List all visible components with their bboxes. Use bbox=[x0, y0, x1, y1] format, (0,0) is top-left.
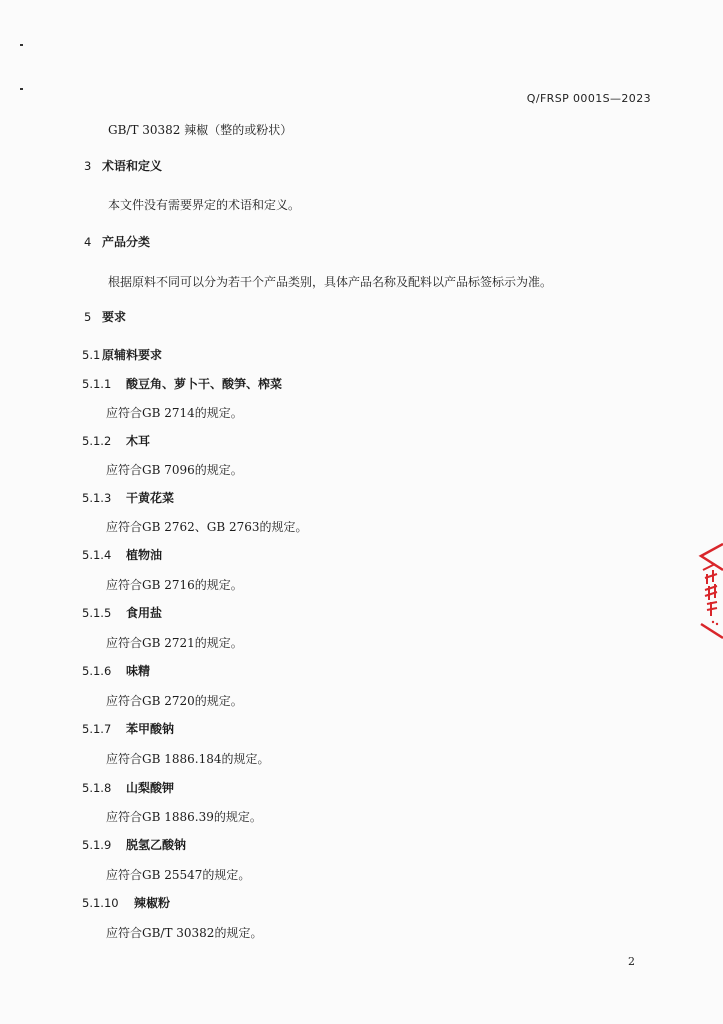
clause-title: 苯甲酸钠 bbox=[126, 722, 175, 736]
clause-heading bbox=[82, 489, 174, 506]
section-3-heading bbox=[84, 157, 162, 174]
clause-title: 辣椒粉 bbox=[134, 896, 171, 910]
clause-title: 木耳 bbox=[126, 434, 151, 448]
clause-title: 原辅料要求 bbox=[102, 348, 163, 362]
clause-number: 5.1.7 bbox=[82, 722, 112, 736]
page-number: 2 bbox=[628, 955, 635, 968]
clause-heading bbox=[82, 604, 162, 621]
clause-body: 应符合GB 2720的规定。 bbox=[106, 694, 243, 708]
clause-title: 干黄花菜 bbox=[126, 491, 175, 505]
clause-body: 应符合GB 2762、GB 2763的规定。 bbox=[106, 520, 308, 534]
clause-body: 应符合GB 2714的规定。 bbox=[106, 406, 243, 420]
red-seal-stamp bbox=[697, 540, 723, 640]
clause-number: 5.1.5 bbox=[82, 606, 112, 620]
clause-heading bbox=[82, 836, 186, 853]
section-4-body: 根据原料不同可以分为若干个产品类别，具体产品名称及配料以产品标签标示为准。 bbox=[108, 275, 553, 289]
section-number: 5 bbox=[84, 310, 92, 324]
clause-title: 味精 bbox=[126, 664, 151, 678]
clause-body: 应符合GB 2716的规定。 bbox=[106, 578, 243, 592]
section-number: 4 bbox=[84, 235, 92, 249]
clause-heading bbox=[82, 375, 282, 392]
clause-title: 食用盐 bbox=[126, 606, 163, 620]
reference-line: GB/T 30382 辣椒（整的或粉状） bbox=[108, 123, 293, 137]
clause-heading bbox=[82, 779, 174, 796]
clause-body: 应符合GB 7096的规定。 bbox=[106, 463, 243, 477]
clause-number: 5.1.10 bbox=[82, 896, 119, 910]
clause-number: 5.1.9 bbox=[82, 838, 112, 852]
section-4-heading bbox=[84, 233, 150, 250]
clause-heading bbox=[82, 894, 170, 911]
clause-title: 植物油 bbox=[126, 548, 163, 562]
clause-number: 5.1.2 bbox=[82, 434, 112, 448]
section-title: 产品分类 bbox=[102, 235, 151, 249]
clause-number: 5.1 bbox=[82, 348, 101, 362]
scan-speck bbox=[20, 88, 23, 90]
section-number: 3 bbox=[84, 159, 92, 173]
clause-title: 山梨酸钾 bbox=[126, 781, 175, 795]
scan-speck bbox=[20, 44, 23, 46]
section-title: 术语和定义 bbox=[102, 159, 163, 173]
clause-body: 应符合GB 1886.184的规定。 bbox=[106, 752, 270, 766]
clause-title: 脱氢乙酸钠 bbox=[126, 838, 187, 852]
clause-heading bbox=[82, 662, 150, 679]
document-number: Q/FRSP 0001S—2023 bbox=[526, 92, 651, 105]
clause-number: 5.1.1 bbox=[82, 377, 112, 391]
clause-number: 5.1.3 bbox=[82, 491, 112, 505]
clause-body: 应符合GB/T 30382的规定。 bbox=[106, 926, 263, 940]
section-3-body: 本文件没有需要界定的术语和定义。 bbox=[108, 198, 301, 212]
section-5-heading bbox=[84, 308, 126, 325]
clause-body: 应符合GB 25547的规定。 bbox=[106, 868, 251, 882]
clause-heading bbox=[82, 432, 150, 449]
clause-number: 5.1.8 bbox=[82, 781, 112, 795]
clause-body: 应符合GB 1886.39的规定。 bbox=[106, 810, 262, 824]
clause-heading bbox=[82, 720, 174, 737]
clause-number: 5.1.4 bbox=[82, 548, 112, 562]
clause-title: 酸豆角、萝卜干、酸笋、榨菜 bbox=[126, 377, 283, 391]
clause-5-1-heading bbox=[82, 346, 162, 363]
clause-body: 应符合GB 2721的规定。 bbox=[106, 636, 243, 650]
clause-heading bbox=[82, 546, 162, 563]
clause-number: 5.1.6 bbox=[82, 664, 112, 678]
section-title: 要求 bbox=[102, 310, 127, 324]
